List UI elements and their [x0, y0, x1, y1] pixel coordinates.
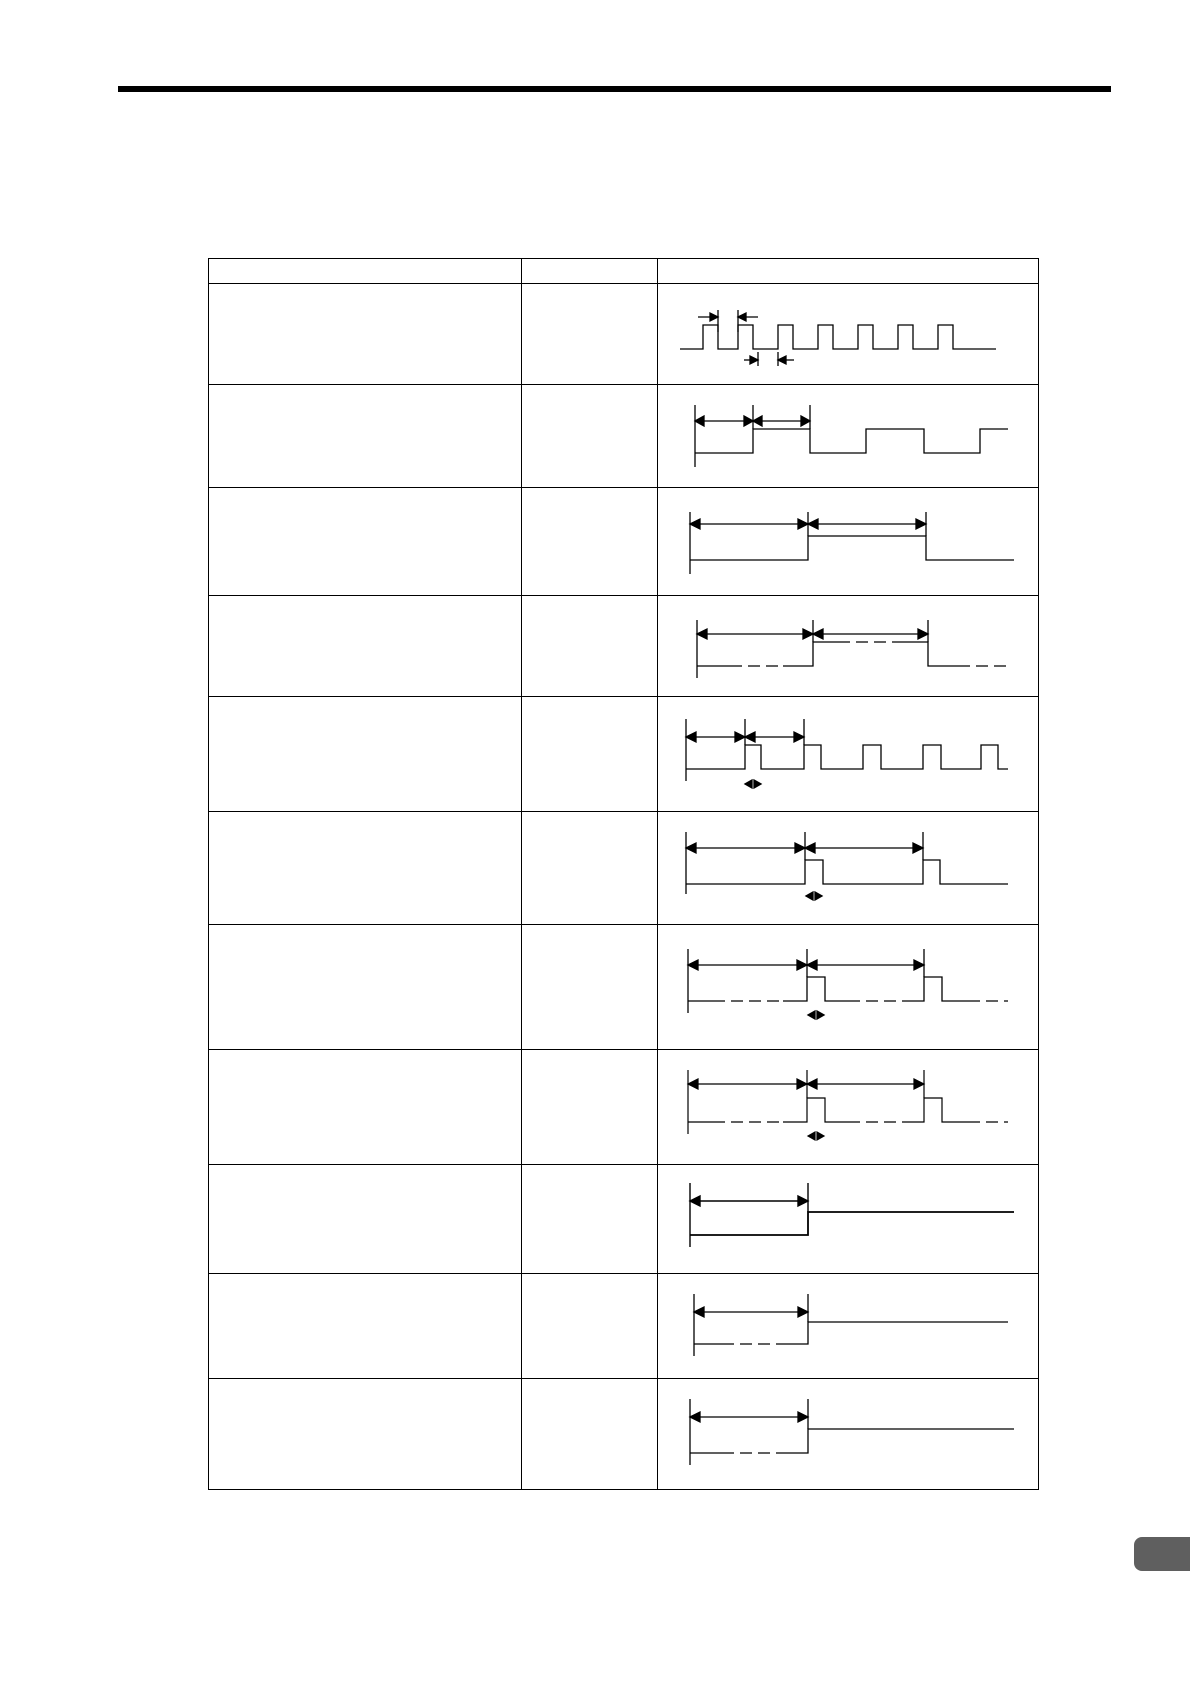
- row-4-col-2: [522, 596, 658, 697]
- table-row: [209, 1379, 1039, 1490]
- table-header-row: [209, 259, 1039, 284]
- row-10-col-2: [522, 1274, 658, 1379]
- row-5-col-2: [522, 697, 658, 812]
- row-8-col-1: [209, 1050, 522, 1165]
- row-11-col-2: [522, 1379, 658, 1490]
- table-row: [209, 697, 1039, 812]
- row-6-timing-diagram: [658, 812, 1039, 925]
- table-row: [209, 596, 1039, 697]
- row-10-timing-diagram: [658, 1274, 1039, 1379]
- row-2-col-2: [522, 385, 658, 488]
- table-row: [209, 1274, 1039, 1379]
- row-7-col-2: [522, 925, 658, 1050]
- table-row: [209, 925, 1039, 1050]
- row-9-timing-diagram: [658, 1165, 1039, 1274]
- header-col-2: [522, 259, 658, 284]
- table-row: [209, 284, 1039, 385]
- row-1-timing-diagram: [658, 284, 1039, 385]
- page-tab-marker: [1134, 1537, 1190, 1571]
- row-11-timing-diagram: [658, 1379, 1039, 1490]
- row-4-col-1: [209, 596, 522, 697]
- table-row: [209, 385, 1039, 488]
- top-rule: [118, 86, 1111, 92]
- row-1-col-2: [522, 284, 658, 385]
- row-7-timing-diagram: [658, 925, 1039, 1050]
- row-9-col-2: [522, 1165, 658, 1274]
- table-row: [209, 1050, 1039, 1165]
- table-row: [209, 488, 1039, 596]
- table-row: [209, 812, 1039, 925]
- row-6-col-2: [522, 812, 658, 925]
- row-6-col-1: [209, 812, 522, 925]
- row-5-timing-diagram: [658, 697, 1039, 812]
- header-col-1: [209, 259, 522, 284]
- row-3-col-1: [209, 488, 522, 596]
- timing-table: [208, 258, 1038, 1490]
- row-2-timing-diagram: [658, 385, 1039, 488]
- row-7-col-1: [209, 925, 522, 1050]
- row-5-col-1: [209, 697, 522, 812]
- row-8-col-2: [522, 1050, 658, 1165]
- row-8-timing-diagram: [658, 1050, 1039, 1165]
- row-9-col-1: [209, 1165, 522, 1274]
- row-11-col-1: [209, 1379, 522, 1490]
- table-row: [209, 1165, 1039, 1274]
- header-col-3: [658, 259, 1039, 284]
- row-4-timing-diagram: [658, 596, 1039, 697]
- row-1-col-1: [209, 284, 522, 385]
- row-3-col-2: [522, 488, 658, 596]
- row-3-timing-diagram: [658, 488, 1039, 596]
- row-2-col-1: [209, 385, 522, 488]
- row-10-col-1: [209, 1274, 522, 1379]
